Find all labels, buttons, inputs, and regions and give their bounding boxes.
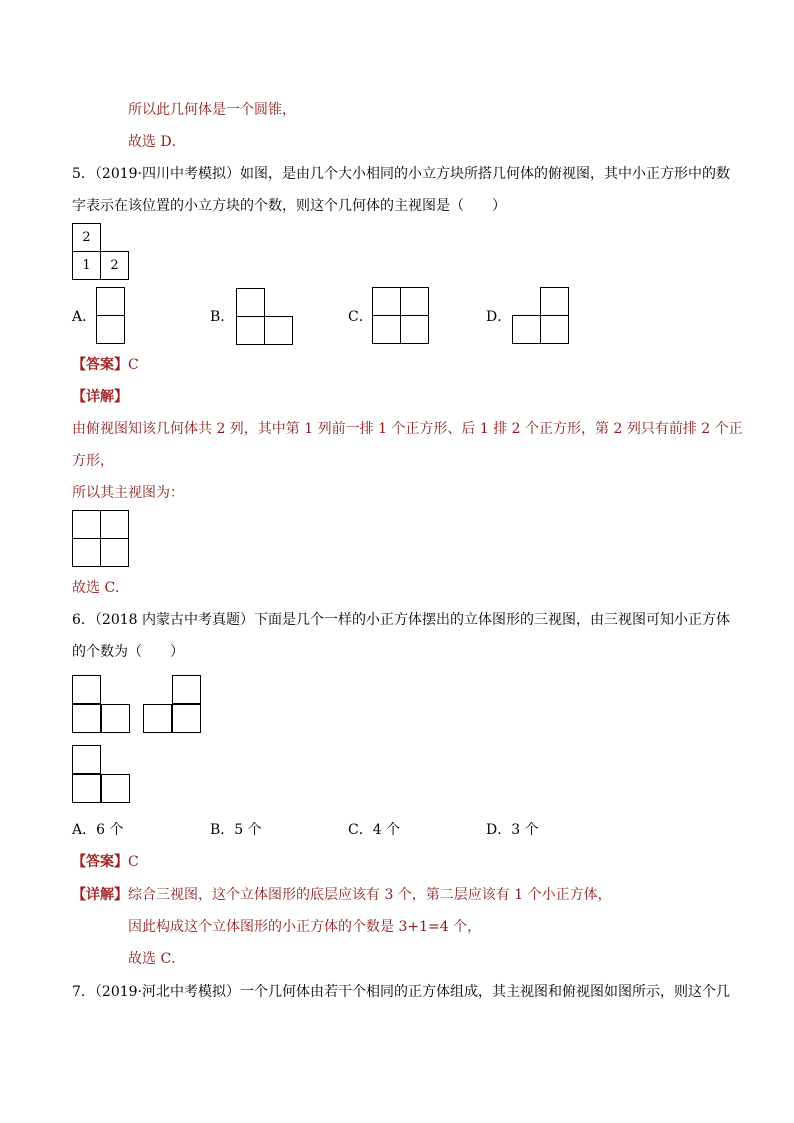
q5-answer-line xyxy=(72,355,139,375)
front-view-cell xyxy=(100,510,129,539)
option-cell xyxy=(540,315,569,344)
option-cell xyxy=(512,315,541,344)
q6-stem-line1: 6．（2018 内蒙古中考真题）下面是几个一样的小正方体摆出的立体图形的三视图，由三视图可知小正方体 xyxy=(72,612,730,628)
option-cell xyxy=(236,288,265,317)
detail-tag: 【详解】 xyxy=(72,887,128,903)
top-view-cell: 2 xyxy=(72,223,101,252)
view-cell xyxy=(72,774,101,803)
view-cell xyxy=(101,704,130,733)
front-view-cell xyxy=(100,538,129,567)
q5-option-b-label: B． xyxy=(210,309,235,325)
front-view-cell xyxy=(72,538,101,567)
q6-option-c: C．4 个 xyxy=(348,822,401,838)
view-cell xyxy=(72,704,101,733)
top-view-cell: 1 xyxy=(72,251,101,280)
option-cell xyxy=(236,316,265,345)
prev-answer-line: 所以此几何体是一个圆锥， xyxy=(128,102,296,118)
view-cell xyxy=(143,704,172,733)
q5-detail-line1: 由俯视图知该几何体共 2 列，其中第 1 列前一排 1 个正方形、后 1 排 2 个正方形，第 2 列只有前排 2 个正 xyxy=(72,421,743,437)
q6-detail-line1 xyxy=(72,885,612,905)
option-cell xyxy=(264,316,293,345)
option-cell xyxy=(96,287,125,316)
answer-value: C xyxy=(128,854,139,870)
view-cell xyxy=(172,675,201,704)
answer-tag: 【答案】 xyxy=(72,854,128,870)
top-view-cell: 2 xyxy=(100,251,129,280)
q5-detail-line2: 方形， xyxy=(72,453,114,469)
option-cell xyxy=(400,315,429,344)
q6-option-b: B．5 个 xyxy=(210,822,262,838)
view-cell xyxy=(172,704,201,733)
q5-detail-tag: 【详解】 xyxy=(72,389,128,405)
q6-conclusion: 故选 C． xyxy=(128,951,186,967)
q6-stem-line2: 的个数为（ ） xyxy=(72,644,184,660)
q6-answer-line xyxy=(72,852,139,872)
answer-value: C xyxy=(128,357,139,373)
view-cell xyxy=(72,675,101,704)
q5-conclusion: 故选 C． xyxy=(72,580,130,596)
option-cell xyxy=(96,315,125,344)
answer-tag: 【答案】 xyxy=(72,357,128,373)
prev-conclusion: 故选 D． xyxy=(128,134,186,150)
option-cell xyxy=(400,287,429,316)
q6-option-a: A．6 个 xyxy=(72,822,124,838)
q5-stem-line1: 5．（2019·四川中考模拟）如图，是由几个大小相同的小立方块所搭几何体的俯视图，其中小正方形中的数 xyxy=(72,166,730,182)
option-cell xyxy=(372,287,401,316)
option-cell xyxy=(540,287,569,316)
q6-detail-line2: 因此构成这个立体图形的小正方体的个数是 3+1=4 个， xyxy=(128,919,482,935)
q5-option-a-label: A． xyxy=(72,309,97,325)
q6-option-d: D．3 个 xyxy=(486,822,539,838)
q5-detail-line3: 所以其主视图为： xyxy=(72,485,184,501)
option-cell xyxy=(372,315,401,344)
front-view-cell xyxy=(72,510,101,539)
q7-stem-line1: 7．（2019·河北中考模拟）一个几何体由若干个相同的正方体组成，其主视图和俯视图如图所示，则这个几 xyxy=(72,984,730,1000)
view-cell xyxy=(101,774,130,803)
q5-option-d-label: D． xyxy=(486,309,512,325)
view-cell xyxy=(72,745,101,774)
q5-option-c-label: C． xyxy=(348,309,373,325)
q5-stem-line2: 字表示在该位置的小立方块的个数，则这个几何体的主视图是（ ） xyxy=(72,198,506,214)
detail-text: 综合三视图，这个立体图形的底层应该有 3 个，第二层应该有 1 个小正方体， xyxy=(128,887,612,903)
